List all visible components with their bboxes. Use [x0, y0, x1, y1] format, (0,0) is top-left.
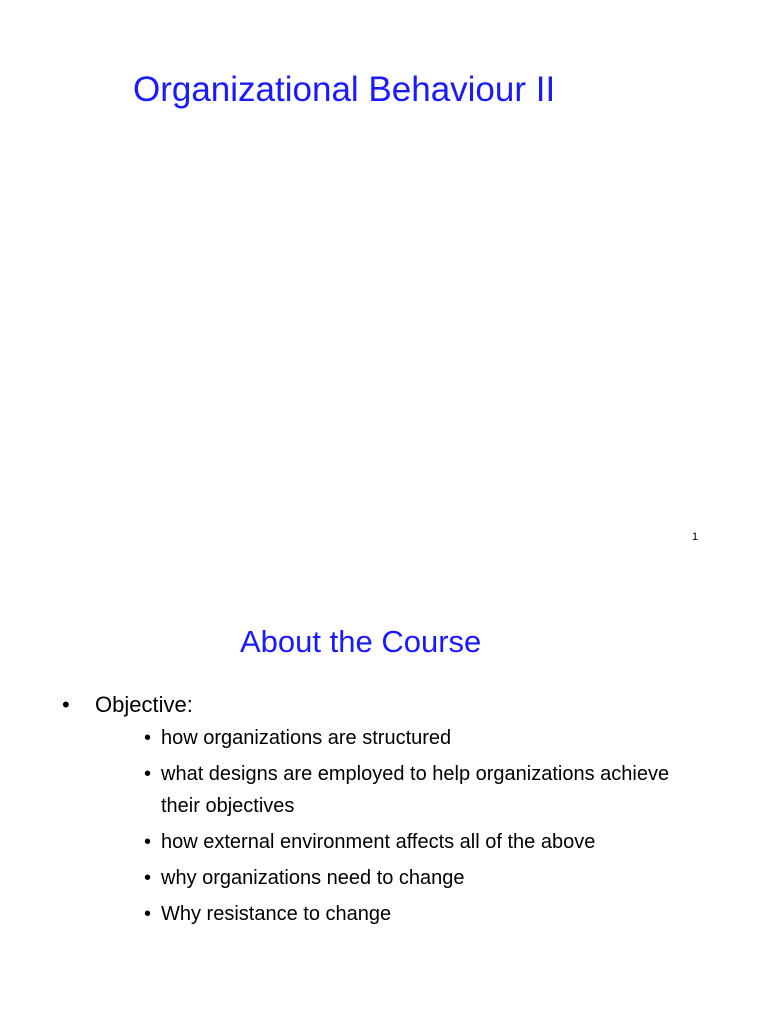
bullet-marker: • — [144, 763, 152, 785]
sub-bullet-text: how organizations are structured — [161, 727, 452, 749]
sub-bullet-text: why organizations need to change — [161, 867, 465, 889]
bullet-list — [62, 688, 701, 930]
sub-bullet-item — [144, 898, 701, 930]
sub-bullet-item — [144, 758, 701, 822]
slide-title: Organizational Behaviour II — [133, 70, 556, 109]
bullet-marker: • — [62, 692, 70, 717]
sub-bullet-text: what designs are employed to help organizations achieve their objectives — [161, 763, 670, 817]
bullet-marker: • — [144, 727, 152, 749]
bullet-marker: • — [144, 903, 152, 925]
bullet-text: Objective: — [95, 692, 193, 717]
sub-bullet-text: how external environment affects all of the above — [161, 831, 596, 853]
sub-bullet-item — [144, 862, 701, 894]
sub-bullet-list — [144, 722, 701, 930]
sub-bullet-text: Why resistance to change — [161, 903, 392, 925]
slide-title: About the Course — [240, 624, 482, 659]
page-number: 1 — [692, 531, 699, 543]
sub-bullet-item — [144, 826, 701, 858]
bullet-item — [62, 688, 701, 930]
bullet-marker: • — [144, 867, 152, 889]
bullet-marker: • — [144, 831, 152, 853]
sub-bullet-item — [144, 722, 701, 754]
slide-2 — [0, 560, 768, 1024]
